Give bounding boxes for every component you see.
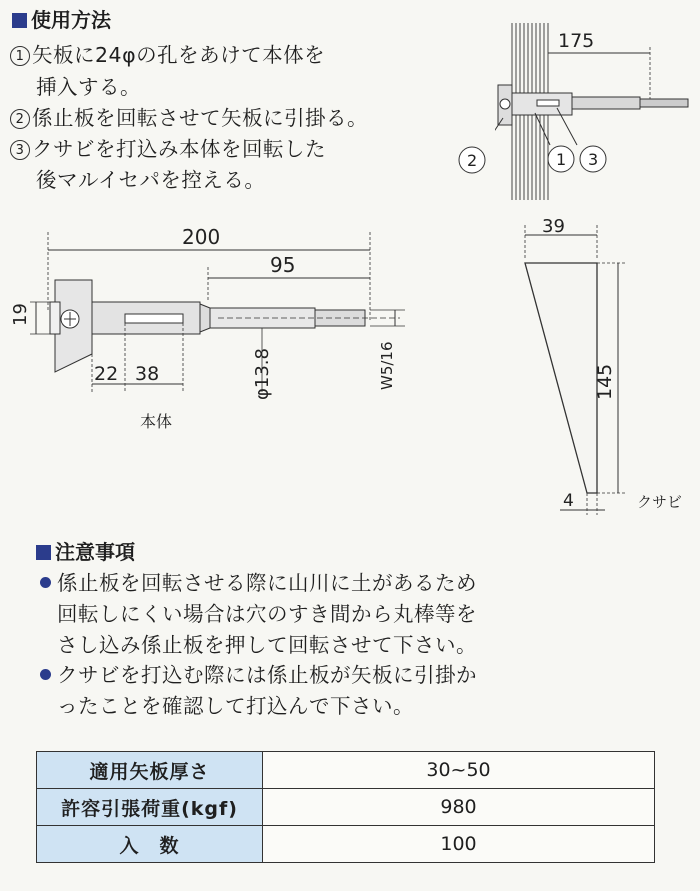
dim-19-label: 19 (10, 303, 31, 326)
usage-step-3-cont: 後マルイセパを控える。 (36, 168, 266, 192)
spec-value-thickness: 30~50 (263, 752, 655, 789)
heading-square-icon (36, 545, 51, 560)
spec-value-quantity: 100 (263, 826, 655, 863)
table-row (37, 752, 655, 789)
spec-label-thickness: 適用矢板厚さ (37, 752, 263, 789)
bullet-icon (40, 669, 51, 680)
dim-175-label: 175 (558, 30, 595, 52)
note-2-line-2: ったことを確認して打込んで下さい。 (57, 694, 414, 718)
dim-38-label: 38 (135, 363, 160, 385)
callout-1-label: 1 (556, 150, 567, 169)
dim-145-label: 145 (594, 363, 616, 400)
install-bolt (500, 99, 510, 109)
dim-diameter-label: φ13.8 (252, 348, 273, 400)
body-caption: 本体 (140, 412, 173, 431)
note-1-line-3: さし込み係止板を押して回転させて下さい。 (57, 633, 477, 657)
callout-2 (452, 140, 492, 180)
step-number-2: 2 (10, 109, 30, 129)
installation-diagram (495, 15, 695, 205)
spec-value-load: 980 (263, 789, 655, 826)
table-row (37, 789, 655, 826)
dim-95-label: 95 (270, 253, 296, 277)
note-1: 係止板を回転させる際に山川に土があるため (40, 566, 477, 596)
dim-4-label: 4 (563, 491, 574, 511)
usage-heading: 使用方法 (12, 4, 111, 33)
dim-22-label: 22 (94, 363, 119, 385)
usage-step-1 (10, 38, 325, 68)
wedge-drawing (505, 215, 700, 525)
usage-step-1-cont: 挿入する。 (36, 75, 141, 99)
install-rod (572, 97, 640, 109)
install-slot (537, 100, 559, 106)
wedge-caption: クサビ (637, 493, 683, 511)
note-2: クサビを打込む際には係止板が矢板に引掛か (40, 658, 477, 688)
dim-39-label: 39 (542, 216, 565, 237)
table-row (37, 826, 655, 863)
step-number-1: 1 (10, 46, 30, 66)
heading-square-icon (12, 13, 27, 28)
bullet-icon (40, 577, 51, 588)
spec-label-quantity: 入 数 (37, 826, 263, 863)
callout-2-label: 2 (467, 151, 478, 170)
body-slot (125, 314, 183, 323)
body-drawing (0, 222, 420, 437)
dim-thread-label: W5/16 (378, 341, 396, 390)
step-1-line-1: 矢板に24φの孔をあけて本体を (32, 43, 326, 67)
step-3-line-1: クサビを打込み本体を回転した (32, 137, 326, 161)
body-plate-edge (50, 302, 60, 334)
usage-step-2 (10, 101, 368, 131)
usage-step-3 (10, 132, 326, 162)
step-number-3: 3 (10, 140, 30, 160)
notes-heading: 注意事項 (36, 536, 135, 565)
callout-3-label: 3 (588, 150, 599, 169)
note-1-line-2: 回転しにくい場合は穴のすき間から丸棒等を (57, 602, 477, 626)
wedge-shape (525, 263, 597, 493)
step-2-line-1: 係止板を回転させて矢板に引掛る。 (32, 106, 368, 130)
install-rod-end (640, 99, 688, 107)
spec-table (36, 751, 655, 863)
spec-label-load: 許容引張荷重(kgf) (37, 789, 263, 826)
dim-200-label: 200 (182, 225, 221, 249)
